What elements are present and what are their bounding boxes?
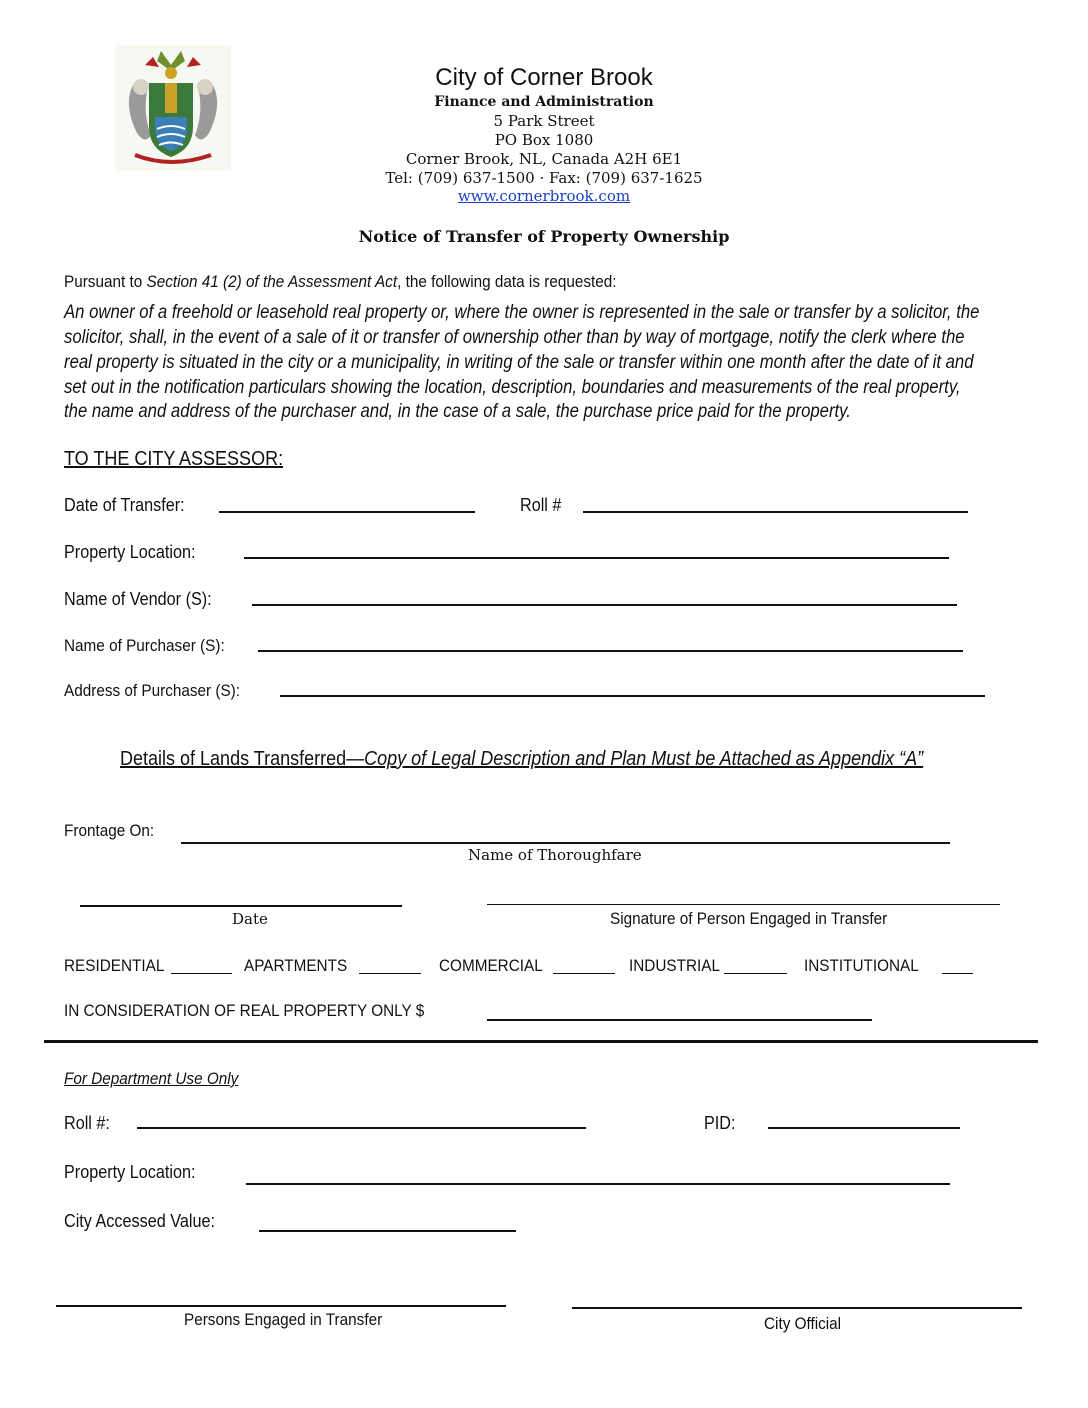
date-signature-field[interactable]: [80, 905, 402, 907]
vendor-label: Name of Vendor (S):: [64, 589, 212, 609]
dept-pid-field[interactable]: [768, 1127, 960, 1129]
dept-pid-label: PID:: [704, 1113, 736, 1133]
persons-engaged-signature-field[interactable]: [56, 1305, 506, 1307]
act-quote-line-1: An owner of a freehold or leasehold real property or, where the owner is represented in the sale or transfer by a solicitor, the: [64, 302, 980, 323]
dept-accessed-value-field[interactable]: [259, 1230, 516, 1232]
category-commercial-field[interactable]: [553, 973, 615, 974]
property-location-field[interactable]: [244, 557, 949, 559]
form-title: Notice of Transfer of Property Ownership: [358, 227, 730, 246]
address-line-1: 5 Park Street: [493, 112, 595, 130]
frontage-field[interactable]: [181, 842, 950, 844]
website-link[interactable]: www.cornerbrook.com: [457, 187, 631, 205]
dept-accessed-value-label: City Accessed Value:: [64, 1211, 215, 1231]
city-official-caption: City Official: [764, 1314, 842, 1333]
details-heading-italic: Copy of Legal Description and Plan Must be Attached as Appendix “A”: [364, 748, 924, 770]
purchaser-address-label: Address of Purchaser (S):: [64, 681, 241, 700]
department-name: Finance and Administration: [434, 94, 654, 110]
roll-label: Roll #: [520, 495, 562, 515]
category-residential-field[interactable]: [171, 973, 232, 974]
purchaser-label: Name of Purchaser (S):: [64, 636, 225, 655]
intro-prefix: Pursuant to: [64, 272, 147, 291]
date-caption: Date: [232, 910, 268, 928]
signature-field[interactable]: [487, 904, 1000, 905]
roll-field[interactable]: [583, 511, 968, 513]
category-residential-label: RESIDENTIAL: [64, 956, 165, 975]
act-quote-line-5: the name and address of the purchaser and, in the case of a sale, the purchase price paid for the property.: [64, 401, 851, 422]
date-of-transfer-field[interactable]: [219, 511, 475, 513]
address-line-2: PO Box 1080: [494, 131, 594, 149]
dept-property-location-label: Property Location:: [64, 1162, 196, 1182]
vendor-field[interactable]: [252, 604, 957, 606]
assessor-heading: TO THE CITY ASSESSOR:: [64, 448, 284, 470]
category-apartments-label: APARTMENTS: [244, 956, 348, 975]
act-quote-line-2: solicitor, shall, in the event of a sale of it or transfer of ownership other than by way of mortgage, notify the clerk where the: [64, 327, 965, 348]
category-institutional-field[interactable]: [942, 973, 973, 974]
date-of-transfer-label: Date of Transfer:: [64, 495, 185, 515]
dept-roll-field[interactable]: [137, 1127, 586, 1129]
details-heading-plain: Details of Lands Transferred—: [120, 748, 365, 770]
purchaser-field[interactable]: [258, 650, 963, 652]
purchaser-address-field[interactable]: [280, 695, 985, 697]
dept-property-location-field[interactable]: [246, 1183, 950, 1185]
frontage-label: Frontage On:: [64, 821, 155, 840]
section-divider: [44, 1040, 1038, 1043]
thoroughfare-caption: Name of Thoroughfare: [468, 846, 642, 864]
category-apartments-field[interactable]: [359, 973, 421, 974]
intro-act: Section 41 (2) of the Assessment Act: [146, 272, 398, 291]
consideration-field[interactable]: [487, 1019, 872, 1021]
details-heading: [120, 748, 923, 771]
act-quote-line-3: real property is situated in the city or a municipality, in writing of the sale or transfer within one month after the date of it and: [64, 352, 974, 373]
city-official-signature-field[interactable]: [572, 1307, 1022, 1309]
category-commercial-label: COMMERCIAL: [439, 956, 543, 975]
persons-engaged-caption: Persons Engaged in Transfer: [184, 1310, 383, 1329]
intro-sentence: [64, 272, 617, 292]
property-location-label: Property Location:: [64, 542, 196, 562]
signature-caption: Signature of Person Engaged in Transfer: [610, 909, 888, 928]
category-industrial-field[interactable]: [724, 973, 787, 974]
address-line-3: Corner Brook, NL, Canada A2H 6E1: [405, 150, 683, 168]
city-name: City of Corner Brook: [435, 64, 653, 91]
dept-roll-label: Roll #:: [64, 1113, 110, 1133]
department-use-heading: For Department Use Only: [64, 1069, 239, 1088]
consideration-label: IN CONSIDERATION OF REAL PROPERTY ONLY $: [64, 1001, 425, 1020]
intro-suffix: , the following data is requested:: [397, 272, 617, 291]
category-industrial-label: INDUSTRIAL: [629, 956, 720, 975]
category-institutional-label: INSTITUTIONAL: [804, 956, 919, 975]
contact-phone-fax: Tel: (709) 637-1500 · Fax: (709) 637-1625: [385, 169, 703, 187]
act-quote-line-4: set out in the notification particulars showing the location, description, boundaries and measurements of the real property,: [64, 377, 961, 398]
